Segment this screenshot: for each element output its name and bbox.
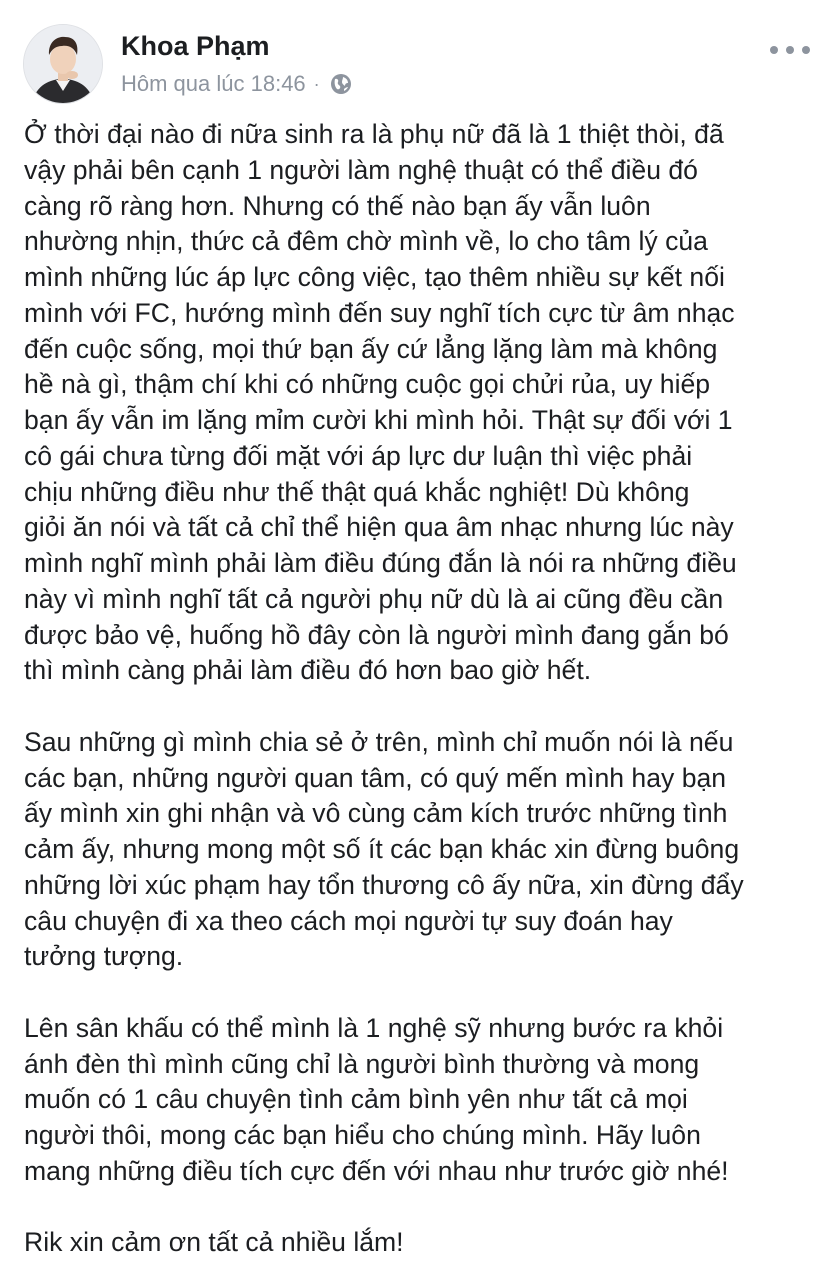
post-paragraph: Ở thời đại nào đi nữa sinh ra là phụ nữ đã là 1 thiệt thòi, đã vậy phải bên cạnh 1 người làm nghệ thuật có thể điều đó càng rõ ràng hơn. Nhưng có thế nào bạn ấy vẫn luôn nhường nhịn, thức cả đêm chờ mình về, lo cho tâm lý của mình những lúc áp lực công việc, tạo thêm nhiều sự kết nối mình với FC, hướng mình đến suy nghĩ tích cực từ âm nhạc đến cuộc sống, mọi thứ bạn ấy cứ lẳng lặng làm mà không hề nà gì, thậm chí khi có những cuộc gọi chửi rủa, uy hiếp bạn ấy vẫn im lặng mỉm cười khi mình hỏi. Thật sự đối với 1 cô gái chưa từng đối mặt với áp lực dư luận thì việc phải chịu những điều như thế thật quá khắc nghiệt! Dù không giỏi ăn nói và tất cả chỉ thể hiện qua âm nhạc nhưng lúc này mình nghĩ mình phải làm điều đúng đắn là nói ra những điều này vì mình nghĩ tất cả người phụ nữ dù là ai cũng đều cần được bảo vệ, huống hồ đây còn là người mình đang gắn bó thì mình càng phải làm điều đó hơn bao giờ hết. xyxy=(24,119,737,686)
more-dot xyxy=(802,46,810,54)
post-paragraph: Rik xin cảm ơn tất cả nhiều lắm! xyxy=(24,1227,404,1258)
post-body xyxy=(24,117,814,1261)
more-dot xyxy=(786,46,794,54)
avatar-portrait-graphic xyxy=(24,25,102,103)
person-avatar-icon[interactable] xyxy=(23,24,103,104)
author-name[interactable]: Khoa Phạm xyxy=(121,31,270,61)
post-meta xyxy=(121,69,353,99)
meta-separator: · xyxy=(313,74,320,94)
post-paragraph: Sau những gì mình chia sẻ ở trên, mình chỉ muốn nói là nếu các bạn, những người quan tâm, có quý mến mình hay bạn ấy mình xin ghi nhận và vô cùng cảm kích trước những tình cảm ấy, nhưng mong một số ít các bạn khác xin đừng buông những lời xúc phạm hay tổn thương cô ấy nữa, xin đừng đẩy câu chuyện đi xa theo cách mọi người tự suy đoán hay tưởng tượng. xyxy=(24,726,744,972)
post-timestamp[interactable]: Hôm qua lúc 18:46 xyxy=(121,71,306,96)
post-header xyxy=(0,0,828,110)
post-paragraph: Lên sân khấu có thể mình là 1 nghệ sỹ nhưng bước ra khỏi ánh đèn thì mình cũng chỉ là người bình thường và mong muốn có 1 câu chuyện tình cảm bình yên như tất cả mọi người thôi, mong các bạn hiểu cho chúng mình. Hãy luôn mang những điều tích cực đến với nhau như trước giờ nhé! xyxy=(24,1012,729,1186)
more-dot xyxy=(770,46,778,54)
globe-icon-graphic xyxy=(329,72,353,96)
globe-icon[interactable] xyxy=(329,72,353,96)
more-options-icon[interactable] xyxy=(770,38,810,62)
